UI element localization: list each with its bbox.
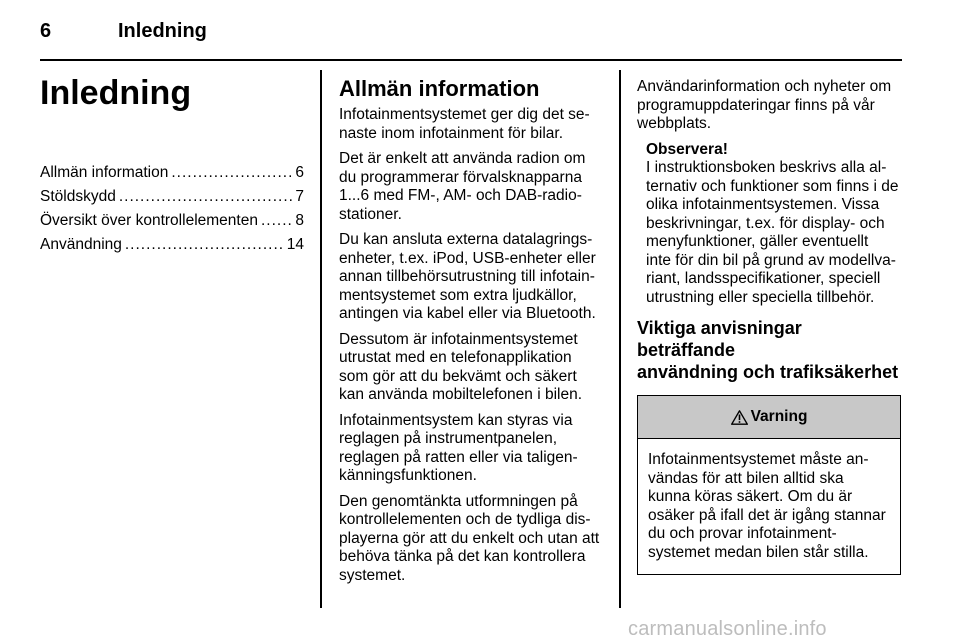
note-block bbox=[637, 141, 903, 308]
toc-leader-dots bbox=[119, 186, 293, 207]
warning-box bbox=[637, 395, 901, 575]
toc-item[interactable] bbox=[40, 234, 304, 255]
toc-item[interactable] bbox=[40, 210, 304, 231]
paragraph: Dessutom är infotainmentsystemet utrustat med en telefonapplikation som gör att du bekvämt och säkert kan använda mobiltelefonen i bilen. bbox=[339, 330, 583, 403]
column-general-info bbox=[339, 76, 604, 592]
paragraph: Infotainmentsystemet ger dig det se- naste inom infotainment för bilar. bbox=[339, 106, 590, 142]
toc-item-page: 6 bbox=[295, 164, 304, 181]
toc-item-page: 7 bbox=[295, 188, 304, 205]
toc-item[interactable] bbox=[40, 162, 304, 183]
toc-item-label: Översikt över kontrollelementen bbox=[40, 212, 258, 229]
toc-item-label: Användning bbox=[40, 236, 122, 253]
safety-heading: Viktiga anvisningar beträffande användning och trafiksäkerhet bbox=[637, 318, 899, 382]
paragraph: Den genomtänkta utformningen på kontrollelementen och de tydliga dis- playerna gör att du enkelt och utan att behöva tänka på det kan kontrollera systemet. bbox=[339, 492, 600, 584]
toc-item-label: Stöldskydd bbox=[40, 188, 116, 205]
toc-item-page: 14 bbox=[286, 236, 304, 253]
warning-body bbox=[638, 439, 900, 574]
toc-item-page: 8 bbox=[295, 212, 304, 229]
column-toc bbox=[40, 74, 304, 258]
toc-leader-dots bbox=[261, 210, 292, 231]
toc-item-label: Allmän information bbox=[40, 164, 169, 181]
warning-text: Infotainmentsystemet måste an- vändas för att bilen alltid ska kunna köras säkert. Om du är osäker på ifall det är igång stannar du och provar infotainment- systemet medan bilen står stilla. bbox=[648, 451, 886, 561]
note-text: I instruktionsboken beskrivs alla al- ternativ och funktioner som finns i de olika infotainmentsystemen. Vissa beskrivningar, t.ex. för display- och menyfunktioner, gäller eventuellt inte för din bil på grund av modellva- riant, landsspecifikationer, speciell utrustning eller speciella tillbehör. bbox=[646, 159, 899, 306]
note-title: Observera! bbox=[646, 140, 728, 158]
toc-leader-dots bbox=[171, 162, 292, 183]
column-notes bbox=[637, 78, 903, 575]
chapter-title: Inledning bbox=[40, 74, 192, 112]
page-number: 6 bbox=[40, 20, 52, 42]
section-heading: Allmän information bbox=[339, 76, 540, 101]
toc-leader-dots bbox=[125, 234, 284, 255]
column-divider-1 bbox=[320, 70, 322, 608]
header-rule bbox=[40, 59, 902, 61]
watermark: carmanualsonline.info bbox=[628, 618, 827, 640]
paragraph: Användarinformation och nyheter om programuppdateringar finns på vår webbplats. bbox=[637, 78, 892, 132]
warning-triangle-icon bbox=[731, 410, 748, 425]
paragraph: Det är enkelt att använda radion om du programmerar förvalsknapparna 1...6 med FM-, AM- och DAB-radio- stationer. bbox=[339, 150, 586, 223]
paragraph: Infotainmentsystem kan styras via reglagen på instrumentpanelen, reglagen på ratten eller via taligen- känningsfunktionen. bbox=[339, 411, 578, 484]
paragraph: Du kan ansluta externa datalagrings- enheter, t.ex. iPod, USB-enheter eller annan tillbehörsutrustning till infotain- mentsystemet som extra ljudkällor, antingen via kabel eller via Bluetooth. bbox=[339, 231, 596, 322]
running-header-title: Inledning bbox=[118, 20, 207, 42]
table-of-contents bbox=[40, 162, 304, 255]
warning-header bbox=[638, 396, 900, 439]
warning-title: Varning bbox=[750, 408, 808, 425]
toc-item[interactable] bbox=[40, 186, 304, 207]
column-divider-2 bbox=[619, 70, 621, 608]
